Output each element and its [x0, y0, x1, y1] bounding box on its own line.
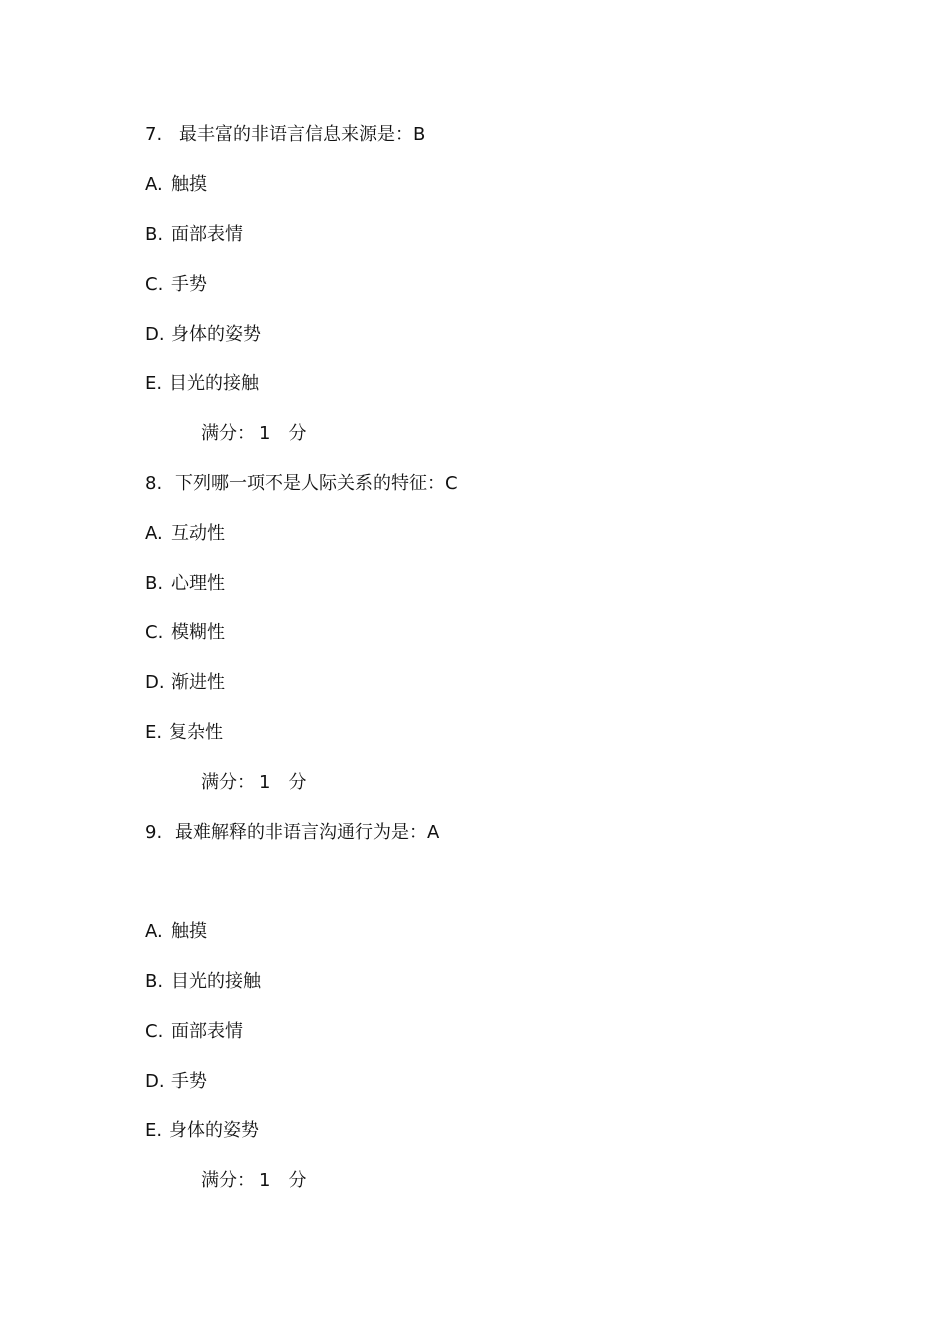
- option-letter: D.: [145, 672, 165, 693]
- option-text: 渐进性: [171, 672, 225, 693]
- option-letter: A.: [145, 921, 163, 942]
- question-number: 7.: [145, 124, 163, 145]
- score-value: 1: [259, 1170, 271, 1191]
- option-text: 触摸: [171, 174, 207, 195]
- option-letter: A.: [145, 523, 163, 544]
- option-text: 目光的接触: [169, 373, 259, 394]
- option-text: 身体的姿势: [171, 324, 261, 345]
- option-letter: E.: [145, 373, 163, 394]
- score-label: 满分：: [201, 423, 255, 444]
- question-7-option-d: [145, 322, 261, 348]
- question-9-option-b: [145, 969, 261, 995]
- question-8-stem: [145, 471, 458, 497]
- option-letter: D.: [145, 1071, 165, 1092]
- option-text: 面部表情: [171, 224, 243, 245]
- question-7-option-a: [145, 172, 207, 198]
- option-text: 触摸: [171, 921, 207, 942]
- question-8-score: [201, 770, 306, 796]
- question-9-score: [201, 1168, 306, 1194]
- question-9-stem: [145, 820, 439, 846]
- question-8-option-b: [145, 571, 225, 597]
- question-8-option-a: [145, 521, 225, 547]
- option-letter: C.: [145, 274, 164, 295]
- option-text: 手势: [171, 274, 207, 295]
- question-8-option-d: [145, 670, 225, 696]
- question-number: 8.: [145, 473, 163, 494]
- option-letter: E.: [145, 722, 163, 743]
- question-text: 最难解释的非语言沟通行为是：A: [175, 822, 440, 843]
- option-text: 面部表情: [171, 1021, 243, 1042]
- question-7-stem: [145, 122, 425, 148]
- option-text: 互动性: [171, 523, 225, 544]
- question-text: 下列哪一项不是人际关系的特征：C: [175, 473, 458, 494]
- option-text: 目光的接触: [171, 971, 261, 992]
- option-letter: D.: [145, 324, 165, 345]
- option-letter: B.: [145, 573, 164, 594]
- option-text: 心理性: [171, 573, 225, 594]
- option-letter: B.: [145, 224, 164, 245]
- score-value: 1: [259, 772, 271, 793]
- question-7-score: [201, 421, 306, 447]
- question-7-option-e: [145, 371, 259, 397]
- score-label: 满分：: [201, 772, 255, 793]
- question-8-option-e: [145, 720, 223, 746]
- option-text: 身体的姿势: [169, 1120, 259, 1141]
- question-number: 9.: [145, 822, 163, 843]
- score-unit: 分: [288, 1170, 307, 1191]
- option-letter: B.: [145, 971, 164, 992]
- option-letter: E.: [145, 1120, 163, 1141]
- option-letter: A.: [145, 174, 163, 195]
- question-7-option-c: [145, 272, 207, 298]
- score-unit: 分: [288, 772, 307, 793]
- option-text: 模糊性: [171, 622, 225, 643]
- question-text: 最丰富的非语言信息来源是：B: [179, 124, 426, 145]
- question-9-option-c: [145, 1019, 243, 1045]
- question-9-option-d: [145, 1069, 207, 1095]
- option-letter: C.: [145, 622, 164, 643]
- option-text: 复杂性: [169, 722, 223, 743]
- question-8-option-c: [145, 620, 225, 646]
- question-9-option-a: [145, 919, 207, 945]
- option-letter: C.: [145, 1021, 164, 1042]
- question-9-option-e: [145, 1118, 259, 1144]
- score-label: 满分：: [201, 1170, 255, 1191]
- score-unit: 分: [288, 423, 307, 444]
- score-value: 1: [259, 423, 271, 444]
- question-7-option-b: [145, 222, 243, 248]
- option-text: 手势: [171, 1071, 207, 1092]
